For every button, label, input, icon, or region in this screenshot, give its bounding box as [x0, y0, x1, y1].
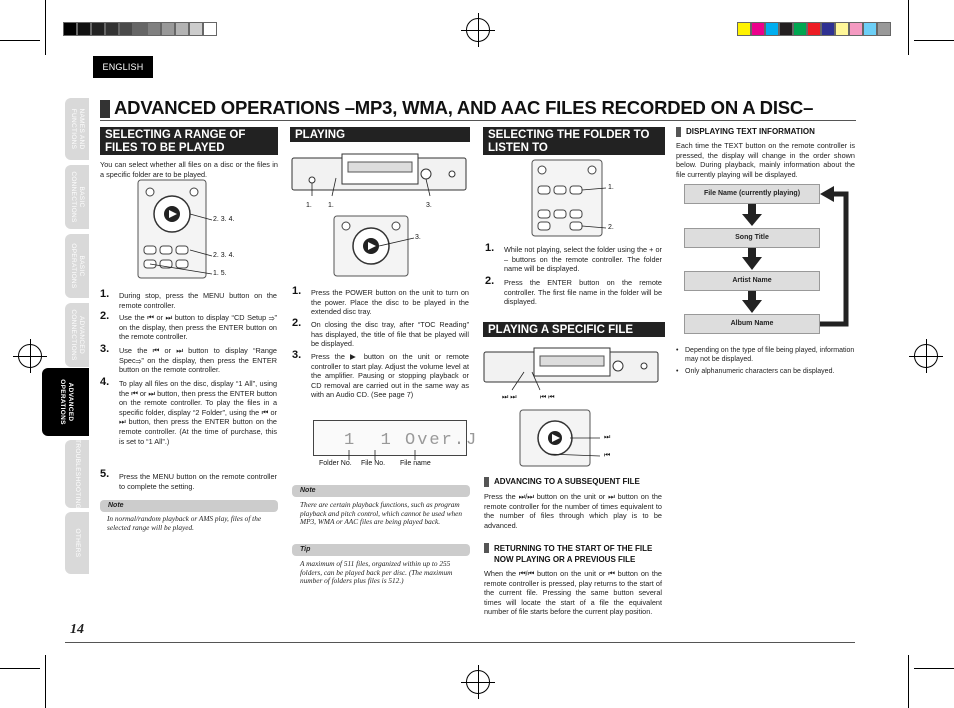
callout-label: 1. [306, 202, 312, 209]
playing-step-1: Press the POWER button on the unit to turn on the power. Place the disc to be played in the extended disc tray. [311, 288, 469, 317]
advancing-text: Press the ⏭/⏭ button on the unit or ⏭ button on the remote controller for the number of times equivalent to the number of files through which play is to be advanced. [484, 492, 662, 530]
section-heading-specific-file: PLAYING A SPECIFIC FILE [483, 322, 665, 337]
side-tab-basic-connections[interactable]: BASIC CONNECTIONS [65, 165, 89, 229]
bullet-item: • Only alphanumeric characters can be displayed. [676, 368, 835, 375]
page-number: 14 [70, 622, 84, 637]
step-number: 1. [292, 285, 302, 297]
language-tab[interactable]: ENGLISH [93, 56, 153, 78]
section-heading-folder: SELECTING THE FOLDER TO LISTEN TO [483, 127, 665, 155]
crop-mark [914, 668, 954, 669]
side-tab-basic-operations[interactable]: BASIC OPERATIONS [65, 234, 89, 298]
cd-player-illustration [484, 344, 660, 386]
range-step-5: Press the MENU button on the remote controller to complete the setting. [119, 472, 277, 491]
remote-prev-label: ⏮ [604, 452, 611, 459]
returning-text: When the ⏮/⏮ button on the unit or ⏮ button on the remote controller is pressed, play returns to the start of the current file. Pressing the same button several times will locate the start of a file the equivalent number of file starts before the current play position. [484, 569, 662, 617]
playing-step-2: On closing the disc tray, after “TOC Reading” has displayed, the title of file that be played will be displayed. [311, 320, 469, 349]
side-tab-advanced-connections[interactable]: ADVANCED CONNECTIONS [65, 303, 89, 367]
note-label: Note [100, 500, 278, 512]
playing-step-3: Press the ▶ button on the unit or remote controller to start play. Adjust the volume level at the amplifier. Pausing or stopping playback or CD removal are carried out in the same way as with an Audio CD. (See page 7) [311, 352, 469, 400]
flow-file-name: File Name (currently playing) [684, 184, 820, 204]
skip-back-label: ⏮ ⏮ [540, 394, 555, 401]
callout-label: 1. [328, 202, 334, 209]
display-label-name: File name [400, 460, 431, 467]
title-rule [100, 120, 856, 121]
step-number: 2. [100, 310, 110, 322]
callout-label: 3. [426, 202, 432, 209]
cd-player-illustration [292, 150, 468, 194]
crop-mark [908, 655, 909, 708]
down-arrow-icon [742, 248, 762, 270]
registration-mark-icon [466, 18, 490, 42]
bullet-dot-icon: • [676, 347, 679, 354]
text-info-body: Each time the TEXT button on the remote controller is pressed, the display will change in the order shown below. During playback, mainly information about the file currently playing will be displayed. [676, 141, 855, 179]
step-number: 3. [100, 343, 110, 355]
skip-forward-label: ⏭ ⏭ [502, 394, 517, 401]
flow-artist-name: Artist Name [684, 271, 820, 291]
registration-mark-icon [18, 344, 42, 368]
step-number: 2. [485, 275, 495, 287]
folder-step-2: Press the ENTER button on the remote controller. The first file name in the folder will be displayed. [504, 278, 662, 307]
crop-mark [908, 0, 909, 55]
range-step-3: Use the ⏮ or ⏭ button to display “Range Spec⇒” on the display, then press the ENTER button on the remote controller. [119, 346, 277, 375]
step-number: 2. [292, 317, 302, 329]
subheading-advancing: ADVANCING TO A SUBSEQUENT FILE [484, 477, 674, 486]
remote-control-illustration [334, 216, 410, 278]
callout-label: 2. [608, 224, 614, 231]
range-intro: You can select whether all files on a disc or the files in a specific folder are to be played. [100, 160, 278, 179]
bullet-item: • Depending on the type of file being played, information may not be displayed. [676, 347, 855, 363]
tip-label: Tip [292, 544, 470, 556]
section-heading-range: SELECTING A RANGE OF FILES TO BE PLAYED [100, 127, 278, 155]
step-number: 3. [292, 349, 302, 361]
subheading-returning: RETURNING TO THE START OF THE FILE NOW PLAYING OR A PREVIOUS FILE [484, 543, 674, 565]
callout-label: 1. 5. [213, 270, 227, 277]
playing-tip: A maximum of 511 files, organized within up to 255 folders, can be played back per disc. (The maximum number of folders plus files is 512.) [300, 559, 453, 585]
crop-mark [0, 40, 40, 41]
display-label-file: File No. [361, 460, 386, 467]
playing-note: There are certain playback functions, such as program playback and pitch control, which cannot be used when MP3, WMA or AAC files are being played back. [300, 500, 463, 526]
side-tab-others[interactable]: OTHERS [65, 512, 89, 574]
side-tab-troubleshooting[interactable]: TROUBLESHOOTING [65, 440, 89, 508]
folder-step-1: While not playing, select the folder using the + or – buttons on the remote controller. The folder name will be displayed. [504, 245, 662, 274]
step-number: 4. [100, 376, 110, 388]
callout-label: 1. [608, 184, 614, 191]
flow-arrows [684, 184, 864, 344]
side-tab-names-functions[interactable]: NAMES AND FUNCTIONS [65, 98, 89, 160]
range-step-1: During stop, press the MENU button on the remote controller. [119, 291, 277, 310]
crop-mark [0, 668, 40, 669]
remote-next-label: ⏭ [604, 434, 611, 441]
range-note: In normal/random playback or AMS play, files of the selected range will be played. [107, 514, 262, 532]
section-heading-playing: PLAYING [290, 127, 470, 142]
flow-song-title: Song Title [684, 228, 820, 248]
crop-mark [45, 0, 46, 55]
range-step-4: To play all files on the disc, display “1 All”, using the ⏮ or ⏭ button, then press the ENTER button on the remote controller. To play the files in a specific folder, display “2 Folder”, using the ⏮ or ⏭ button, then press the ENTER button on the remote controller. (At the time of purchase, this is set to “1 All”.) [119, 379, 277, 446]
title-marker [100, 100, 110, 118]
display-label-folder: Folder No. [319, 460, 352, 467]
note-label: Note [292, 485, 470, 497]
callout-label: 2. 3. 4. [213, 216, 235, 223]
registration-mark-icon [914, 344, 938, 368]
remote-control-illustration [532, 160, 604, 238]
flow-album-name: Album Name [684, 314, 820, 334]
crop-mark [914, 40, 954, 41]
registration-mark-icon [466, 670, 490, 694]
callout-label: 3. [415, 234, 421, 241]
down-arrow-icon [742, 204, 762, 226]
crop-mark [45, 655, 46, 708]
subheading-text-info: DISPLAYING TEXT INFORMATION [676, 127, 866, 136]
page-title: ADVANCED OPERATIONS –MP3, WMA, AND AAC FILES RECORDED ON A DISC– [114, 97, 814, 118]
callout-label: 2. 3. 4. [213, 252, 235, 259]
loop-arrow-icon [820, 186, 846, 324]
step-number: 5. [100, 468, 110, 480]
range-step-2: Use the ⏮ or ⏭ button to display “CD Setup ⇒” on the display, then press the ENTER button on the remote controller. [119, 313, 277, 342]
remote-control-illustration [138, 180, 208, 280]
display-text: 1 1 Over.J [344, 431, 479, 450]
step-number: 1. [485, 242, 495, 254]
down-arrow-icon [742, 291, 762, 313]
footer-rule [65, 642, 855, 643]
remote-control-illustration [520, 410, 592, 468]
bullet-dot-icon: • [676, 368, 679, 375]
side-tab-advanced-operations[interactable]: ADVANCED OPERATIONS [42, 368, 89, 436]
step-number: 1. [100, 288, 110, 300]
